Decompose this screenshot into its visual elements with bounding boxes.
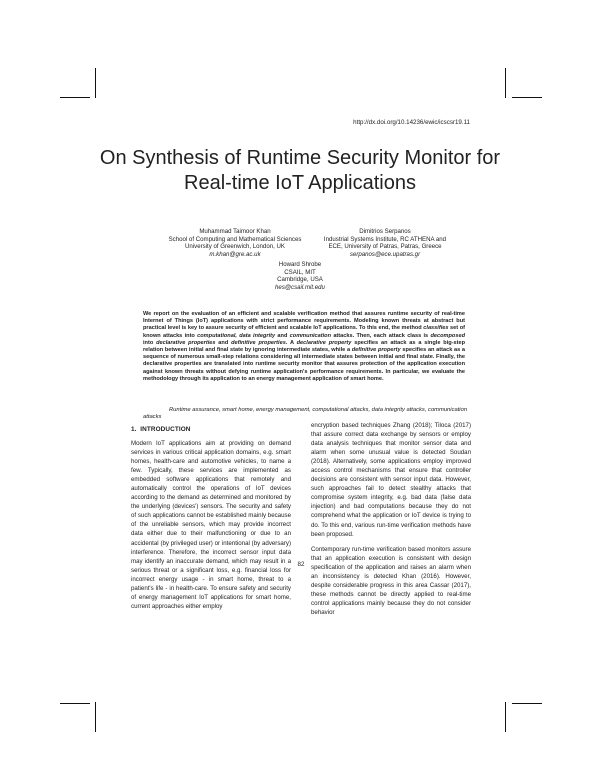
abstract-text: We report on the evaluation of an efficient and scalable verification method that assures runtime security of real-time Internet of Things (IoT) applications with strict performance requirements. Modeling known threats at abstract but practical level is key to assure security of efficient and scalable IoT applications. To this end, the method <box>143 311 465 332</box>
author-name: Howard Shrobe <box>278 261 322 268</box>
paper-title-line-1: On Synthesis of Runtime Security Monitor for <box>99 147 501 169</box>
crop-mark-bottom-right-vertical <box>505 702 506 732</box>
abstract-text: specifies an attack as a sequence of numerous small-step relations considering all intermediate states between initial and final state. Finally, the declarative properties are translated into runtime security monitor that assures protection of the application execution against known threats without defying runtime application's performance requirements. In particular, we evaluate the methodology through its application to an energy management application of smart home. <box>143 347 465 382</box>
paper-title <box>60 146 540 196</box>
abstract-text: specifies an attack as a single big-step relation between initial and final state by ignoring intermediate states, while a <box>143 339 466 354</box>
crop-mark-top-right-vertical <box>505 68 506 98</box>
body-paragraph: Modern IoT applications aim at providing on demand services in various critical application domains, e.g. smart homes, health-care and automotive vehicles, to name a few. Typically, these services are implemented as embedded software applications that remotely and automatically control the operations of IoT devices according to the demand as determined and monitored by the underlying (devices') sensors. The security and safety of such applications cannot be established mainly because of the unreliable sensors, which may provide incorrect data either due to their malfunctioning or due to an accidental (by privileged user) or intentional (by adversary) interference. Therefore, the incorrect sensor input data may identify an inaccurate demand, which may result in a serious threat or a significant loss, e.g. financial loss for incorrect energy usage - in smart home, threat to a patient's life - in health-care. To ensure safety and security of energy management IoT applications for smart home, current approaches either employ <box>131 440 291 610</box>
abstract-term: decomposed <box>430 332 465 339</box>
author-name: Muhammad Taimoor Khan <box>199 228 271 235</box>
abstract-text: set of known attacks into <box>143 325 465 339</box>
abstract-text: into <box>143 339 157 346</box>
author-affiliation: Industrial Systems Institute, RC ATHENA and <box>323 235 447 243</box>
section-heading <box>131 426 191 433</box>
crop-mark-bottom-left-horizontal <box>60 703 90 704</box>
abstract-text: attacks. Then, each attack class is <box>331 332 431 339</box>
abstract-term: definitive property <box>351 347 401 354</box>
abstract-term: classifies <box>423 325 449 332</box>
section-title: INTRODUCTION <box>140 426 191 433</box>
right-column <box>311 421 471 617</box>
crop-mark-top-right-horizontal <box>512 97 542 98</box>
author-email[interactable]: m.khan@gre.ac.uk <box>209 251 261 259</box>
author-block-serpanos <box>300 228 470 259</box>
author-affiliation: Cambridge, USA <box>277 276 323 284</box>
page-number: 82 <box>297 561 305 568</box>
body-paragraph: encryption based techniques Zhang (2018); Tiloca (2017) that assure correct data exchange by sensors or employ data analysis techniques that monitor sensor data and alarm when some unusual value is detected Soudan (2018). Alternatively, some applications employ improved access control mechanisms that ensure that controller decisions are consistent with sensor input data. However, such approaches fail to detect stealthy attacks that compromise system integrity, e.g. bad data (false data injection) and bad computations because they do not comprehend what the application or IoT device is trying to do. To this end, various run-time verification methods have been proposed. <box>311 422 471 538</box>
abstract-term: communication <box>289 332 332 339</box>
author-affiliation: ECE, University of Patras, Patras, Greece <box>328 243 442 251</box>
abstract-text: . A <box>285 339 297 346</box>
paper-title-line-2: Real-time IoT Applications <box>184 172 416 194</box>
body-paragraph: Contemporary run-time verification based monitors assure that an application execution is consistent with design specification of the application and raises an alarm when an inconsistency is detected Khan (2016). However, despite considerable progress in this area Cassar (2017), these methods cannot be directly applied to real-time control applications mainly because they do not consider behavior <box>311 545 471 616</box>
author-affiliation: University of Greenwich, London, UK <box>185 243 285 251</box>
abstract-term: declarative properties <box>156 339 216 346</box>
author-email[interactable]: hes@csail.mit.edu <box>275 284 325 292</box>
left-column <box>131 439 291 611</box>
abstract <box>143 311 465 383</box>
author-block-shrobe <box>240 261 360 292</box>
doi-link[interactable]: http://dx.doi.org/10.14236/ewic/icscsr19.11 <box>353 119 470 126</box>
author-email[interactable]: serpanos@ece.upatras.gr <box>349 251 421 259</box>
section-number: 1. <box>131 426 137 433</box>
crop-mark-top-left-horizontal <box>60 97 90 98</box>
abstract-term: computational, data integrity <box>197 332 276 339</box>
crop-mark-top-left-vertical <box>95 68 96 98</box>
author-affiliation: CSAIL, MIT <box>284 268 316 276</box>
abstract-text: and <box>215 339 232 346</box>
author-affiliation: School of Computing and Mathematical Sciences <box>168 235 302 243</box>
abstract-term: declarative property <box>296 339 352 346</box>
author-block-khan <box>150 228 320 259</box>
abstract-term: definitive properties <box>231 339 286 346</box>
crop-mark-bottom-left-vertical <box>95 702 96 732</box>
abstract-text: and <box>275 332 290 339</box>
author-name: Dimitrios Serpanos <box>359 228 411 235</box>
keywords: Runtime assurance, smart home, energy management, computational attacks, data integrity attacks, communication attacks <box>143 407 468 421</box>
crop-mark-bottom-right-horizontal <box>512 703 542 704</box>
